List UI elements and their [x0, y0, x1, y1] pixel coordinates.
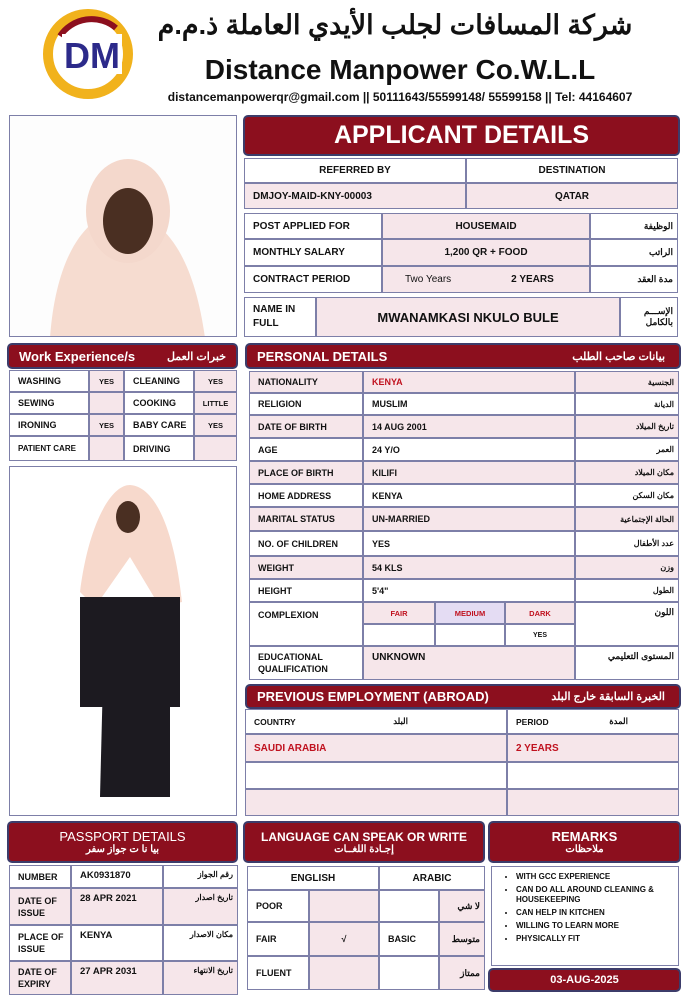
- complexion-label: COMPLEXION: [249, 602, 363, 646]
- personal-ar: الجنسية: [575, 371, 679, 393]
- work-cell: LITTLE: [194, 392, 237, 414]
- name-value: MWANAMKASI NKULO BULE: [316, 297, 620, 337]
- language-col-english: ENGLISH: [247, 866, 379, 890]
- period-label: PERIOD المدة: [507, 709, 679, 734]
- personal-ar: العمر: [575, 438, 679, 461]
- passport-value: 27 APR 2031: [71, 961, 163, 995]
- post-ar: الوظيفة: [590, 213, 678, 239]
- work-cell: PATIENT CARE: [9, 436, 89, 461]
- remarks-list: [516, 872, 676, 947]
- work-cell: [194, 436, 237, 461]
- personal-ar: مكان السكن: [575, 484, 679, 507]
- personal-ar: الديانة: [575, 393, 679, 415]
- education-label: EDUCATIONAL QUALIFICATION: [249, 646, 363, 680]
- work-cell: [89, 392, 124, 414]
- work-cell: IRONING: [9, 414, 89, 436]
- passport-ar: تاريخ اصدار: [163, 888, 238, 925]
- personal-ar: مكان الميلاد: [575, 461, 679, 484]
- work-cell: WASHING: [9, 370, 89, 392]
- passport-label: NUMBER: [9, 865, 71, 888]
- passport-value: 28 APR 2021: [71, 888, 163, 925]
- company-logo: [40, 6, 136, 102]
- complexion-blank2: [435, 624, 505, 646]
- passport-label: DATE OF EXPIRY: [9, 961, 71, 995]
- previous-employment-header: PREVIOUS EMPLOYMENT (ABROAD) الخبرة السابقة خارج البلد: [245, 684, 681, 709]
- referred-by-value: DMJOY-MAID-KNY-00003: [244, 183, 466, 209]
- personal-value: KENYA: [363, 484, 575, 507]
- personal-value: 24 Y/O: [363, 438, 575, 461]
- personal-value: KENYA: [363, 371, 575, 393]
- remarks-header: REMARKS ملاحظات: [488, 821, 681, 863]
- contract-value: Two Years 2 YEARS: [382, 266, 590, 293]
- passport-header: PASSPORT DETAILS بيا نا ت جواز سفر: [7, 821, 238, 863]
- work-cell: DRIVING: [124, 436, 194, 461]
- personal-value: UN-MARRIED: [363, 507, 575, 531]
- language-cell: [379, 890, 439, 922]
- education-value: UNKNOWN: [363, 646, 575, 680]
- applicant-headshot: [9, 115, 237, 337]
- contract-ar: مدة العقد: [590, 266, 678, 293]
- remark-item: • WILLING TO LEARN MORE: [516, 921, 676, 931]
- previous-blank-4: [507, 789, 679, 816]
- company-name-ar: شركة المسافات لجلب الأيدي العاملة ذ.م.م: [157, 10, 633, 40]
- work-cell: YES: [89, 414, 124, 436]
- previous-country: SAUDI ARABIA: [245, 734, 507, 762]
- work-experience-header: Work Experience/s خبرات العمل: [7, 343, 238, 369]
- country-label: COUNTRY البلد: [245, 709, 507, 734]
- post-value: HOUSEMAID: [382, 213, 590, 239]
- personal-value: KILIFI: [363, 461, 575, 484]
- language-cell: ممتاز: [439, 956, 485, 990]
- work-cell: CLEANING: [124, 370, 194, 392]
- passport-label: PLACE OF ISSUE: [9, 925, 71, 961]
- language-header: LANGUAGE CAN SPEAK OR WRITE إجـادة اللغــات: [243, 821, 485, 863]
- referred-by-label: REFERRED BY: [244, 158, 466, 183]
- personal-label: RELIGION: [249, 393, 363, 415]
- language-cell: [309, 956, 379, 990]
- work-cell: COOKING: [124, 392, 194, 414]
- applicant-fullbody: [9, 466, 237, 816]
- language-cell: [309, 890, 379, 922]
- personal-value: 5'4": [363, 579, 575, 602]
- remark-item: • CAN HELP IN KITCHEN: [516, 908, 676, 918]
- personal-label: NATIONALITY: [249, 371, 363, 393]
- personal-value: YES: [363, 531, 575, 556]
- company-name-en: Distance Manpower Co.W.L.L: [204, 54, 596, 85]
- language-cell: POOR: [247, 890, 309, 922]
- language-col-arabic: ARABIC: [379, 866, 485, 890]
- personal-value: 54 KLS: [363, 556, 575, 579]
- complexion-dark: DARK: [505, 602, 575, 624]
- remark-item: • WITH GCC EXPERIENCE: [516, 872, 676, 882]
- salary-value: 1,200 QR + FOOD: [382, 239, 590, 266]
- language-cell: لا شي: [439, 890, 485, 922]
- work-cell: YES: [194, 370, 237, 392]
- destination-label: DESTINATION: [466, 158, 678, 183]
- name-label: NAME IN FULL: [244, 297, 316, 337]
- passport-ar: رقم الجواز: [163, 865, 238, 888]
- passport-ar: تاريخ الانتهاء: [163, 961, 238, 995]
- personal-details-header: PERSONAL DETAILS بيانات صاحب الطلب: [245, 343, 681, 369]
- svg-text:DM: DM: [64, 35, 120, 76]
- language-cell: √: [309, 922, 379, 956]
- personal-label: NO. OF CHILDREN: [249, 531, 363, 556]
- remarks-date: 03-AUG-2025: [488, 968, 681, 992]
- previous-period: 2 YEARS: [507, 734, 679, 762]
- personal-value: MUSLIM: [363, 393, 575, 415]
- language-cell: BASIC: [379, 922, 439, 956]
- previous-blank-3: [245, 789, 507, 816]
- personal-label: MARITAL STATUS: [249, 507, 363, 531]
- page-title: APPLICANT DETAILS: [243, 115, 680, 156]
- name-ar: الإســـم بالكامل: [620, 297, 678, 337]
- work-cell: YES: [89, 370, 124, 392]
- work-cell: [89, 436, 124, 461]
- language-cell: FAIR: [247, 922, 309, 956]
- salary-label: MONTHLY SALARY: [244, 239, 382, 266]
- education-ar: المستوى التعليمي: [575, 646, 679, 680]
- complexion-ar: اللون: [575, 602, 679, 646]
- personal-ar: تاريخ الميلاد: [575, 415, 679, 438]
- personal-ar: الحالة الإجتماعية: [575, 507, 679, 531]
- personal-value: 14 AUG 2001: [363, 415, 575, 438]
- passport-label: DATE OF ISSUE: [9, 888, 71, 925]
- language-cell: متوسط: [439, 922, 485, 956]
- complexion-blank1: [363, 624, 435, 646]
- contract-label: CONTRACT PERIOD: [244, 266, 382, 293]
- work-cell: YES: [194, 414, 237, 436]
- personal-ar: الطول: [575, 579, 679, 602]
- personal-label: AGE: [249, 438, 363, 461]
- complexion-medium: MEDIUM: [435, 602, 505, 624]
- personal-ar: عدد الأطفال: [575, 531, 679, 556]
- previous-blank-1: [245, 762, 507, 789]
- personal-ar: وزن: [575, 556, 679, 579]
- work-cell: SEWING: [9, 392, 89, 414]
- passport-value: AK0931870: [71, 865, 163, 888]
- complexion-mark: YES: [505, 624, 575, 646]
- personal-label: WEIGHT: [249, 556, 363, 579]
- company-contact: distancemanpowerqr@gmail.com || 50111643/55599148/ 55599158 || Tel: 44164607: [167, 90, 633, 104]
- remark-item: • CAN DO ALL AROUND CLEANING & HOUSEKEEPING: [516, 885, 676, 905]
- personal-label: PLACE OF BIRTH: [249, 461, 363, 484]
- passport-ar: مكان الاصدار: [163, 925, 238, 961]
- complexion-fair: FAIR: [363, 602, 435, 624]
- language-cell: FLUENT: [247, 956, 309, 990]
- passport-value: KENYA: [71, 925, 163, 961]
- post-label: POST APPLIED FOR: [244, 213, 382, 239]
- salary-ar: الراتب: [590, 239, 678, 266]
- previous-blank-2: [507, 762, 679, 789]
- personal-label: HOME ADDRESS: [249, 484, 363, 507]
- personal-label: HEIGHT: [249, 579, 363, 602]
- work-cell: BABY CARE: [124, 414, 194, 436]
- language-cell: [379, 956, 439, 990]
- destination-value: QATAR: [466, 183, 678, 209]
- remark-item: • PHYSICALLY FIT: [516, 934, 676, 944]
- personal-label: DATE OF BIRTH: [249, 415, 363, 438]
